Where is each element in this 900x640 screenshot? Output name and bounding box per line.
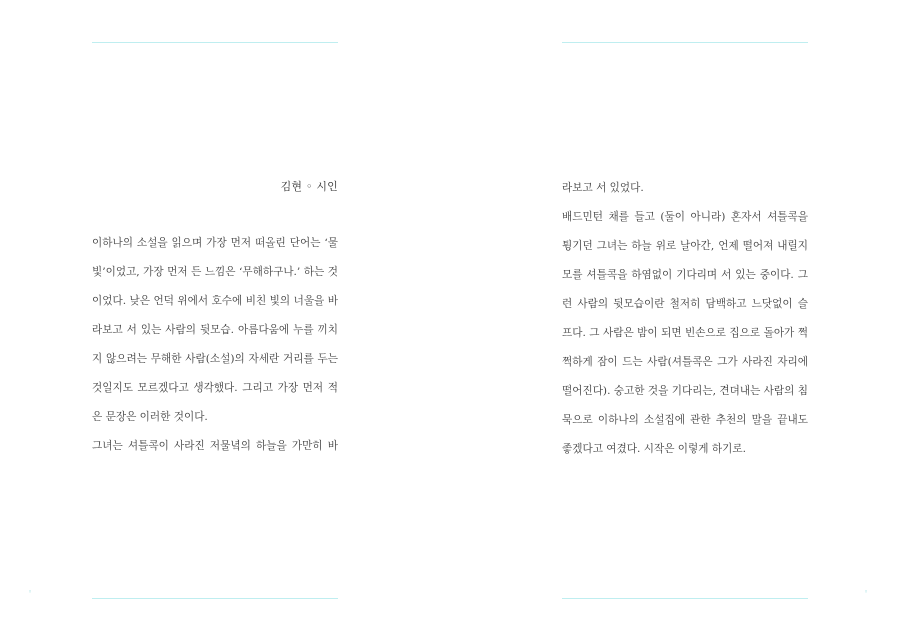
text-line: 라보고 서 있는 사람의 뒷모습. 아름다움에 누를 끼치 (92, 324, 338, 336)
text-line: 이하나의 소설을 읽으며 가장 먼저 떠올린 단어는 ‘물 (92, 237, 338, 249)
text-line: 것일지도 모르겠다고 생각했다. 그리고 가장 먼저 적 (92, 382, 338, 394)
left-page-text (92, 229, 338, 461)
text-line: 라보고 서 있었다. (562, 182, 644, 194)
text-line: 프다. 그 사람은 밤이 되면 빈손으로 집으로 돌아가 쩍 (562, 327, 808, 339)
right-page-text (562, 174, 808, 464)
text-line: 배드민턴 채를 들고 (둘이 아니라) 혼자서 셔틀콕을 (562, 211, 808, 223)
text-line: 떨어진다). 숭고한 것을 기다리는, 견뎌내는 사람의 침 (562, 385, 808, 397)
top-rule-left (92, 42, 338, 43)
text-line: 묵으로 이하나의 소설집에 관한 추천의 말을 끝내도 (562, 414, 808, 426)
text-line: 쩍하게 잠이 드는 사람(셔틀콕은 그가 사라진 자리에 (562, 356, 808, 368)
folio-left: ◦ (28, 588, 33, 596)
author-byline: 김현 ◦ 시인 (280, 180, 338, 193)
text-line: 런 사람의 뒷모습이란 철저히 담백하고 느닷없이 슬 (562, 298, 808, 310)
text-line: 좋겠다고 여겼다. 시작은 이렇게 하기로. (562, 443, 746, 455)
top-rule-right (562, 42, 808, 43)
text-line: 빛’이었고, 가장 먼저 든 느낌은 ‘무해하구나.’ 하는 것 (92, 266, 338, 278)
text-line: 튕기던 그녀는 하늘 위로 날아간, 언제 떨어져 내릴지 (562, 240, 808, 252)
text-line: 이었다. 낮은 언덕 위에서 호수에 비친 빛의 너울을 바 (92, 295, 338, 307)
folio-right: ◦ (864, 588, 869, 596)
text-line: 모를 셔틀콕을 하염없이 기다리며 서 있는 중이다. 그 (562, 269, 808, 281)
text-line: 그녀는 셔틀콕이 사라진 저물녘의 하늘을 가만히 바 (92, 440, 338, 452)
text-line: 은 문장은 이러한 것이다. (92, 411, 208, 423)
bottom-rule-right (562, 598, 808, 599)
text-line: 지 않으려는 무해한 사람(소설)의 자세란 거리를 두는 (92, 353, 338, 365)
bottom-rule-left (92, 598, 338, 599)
